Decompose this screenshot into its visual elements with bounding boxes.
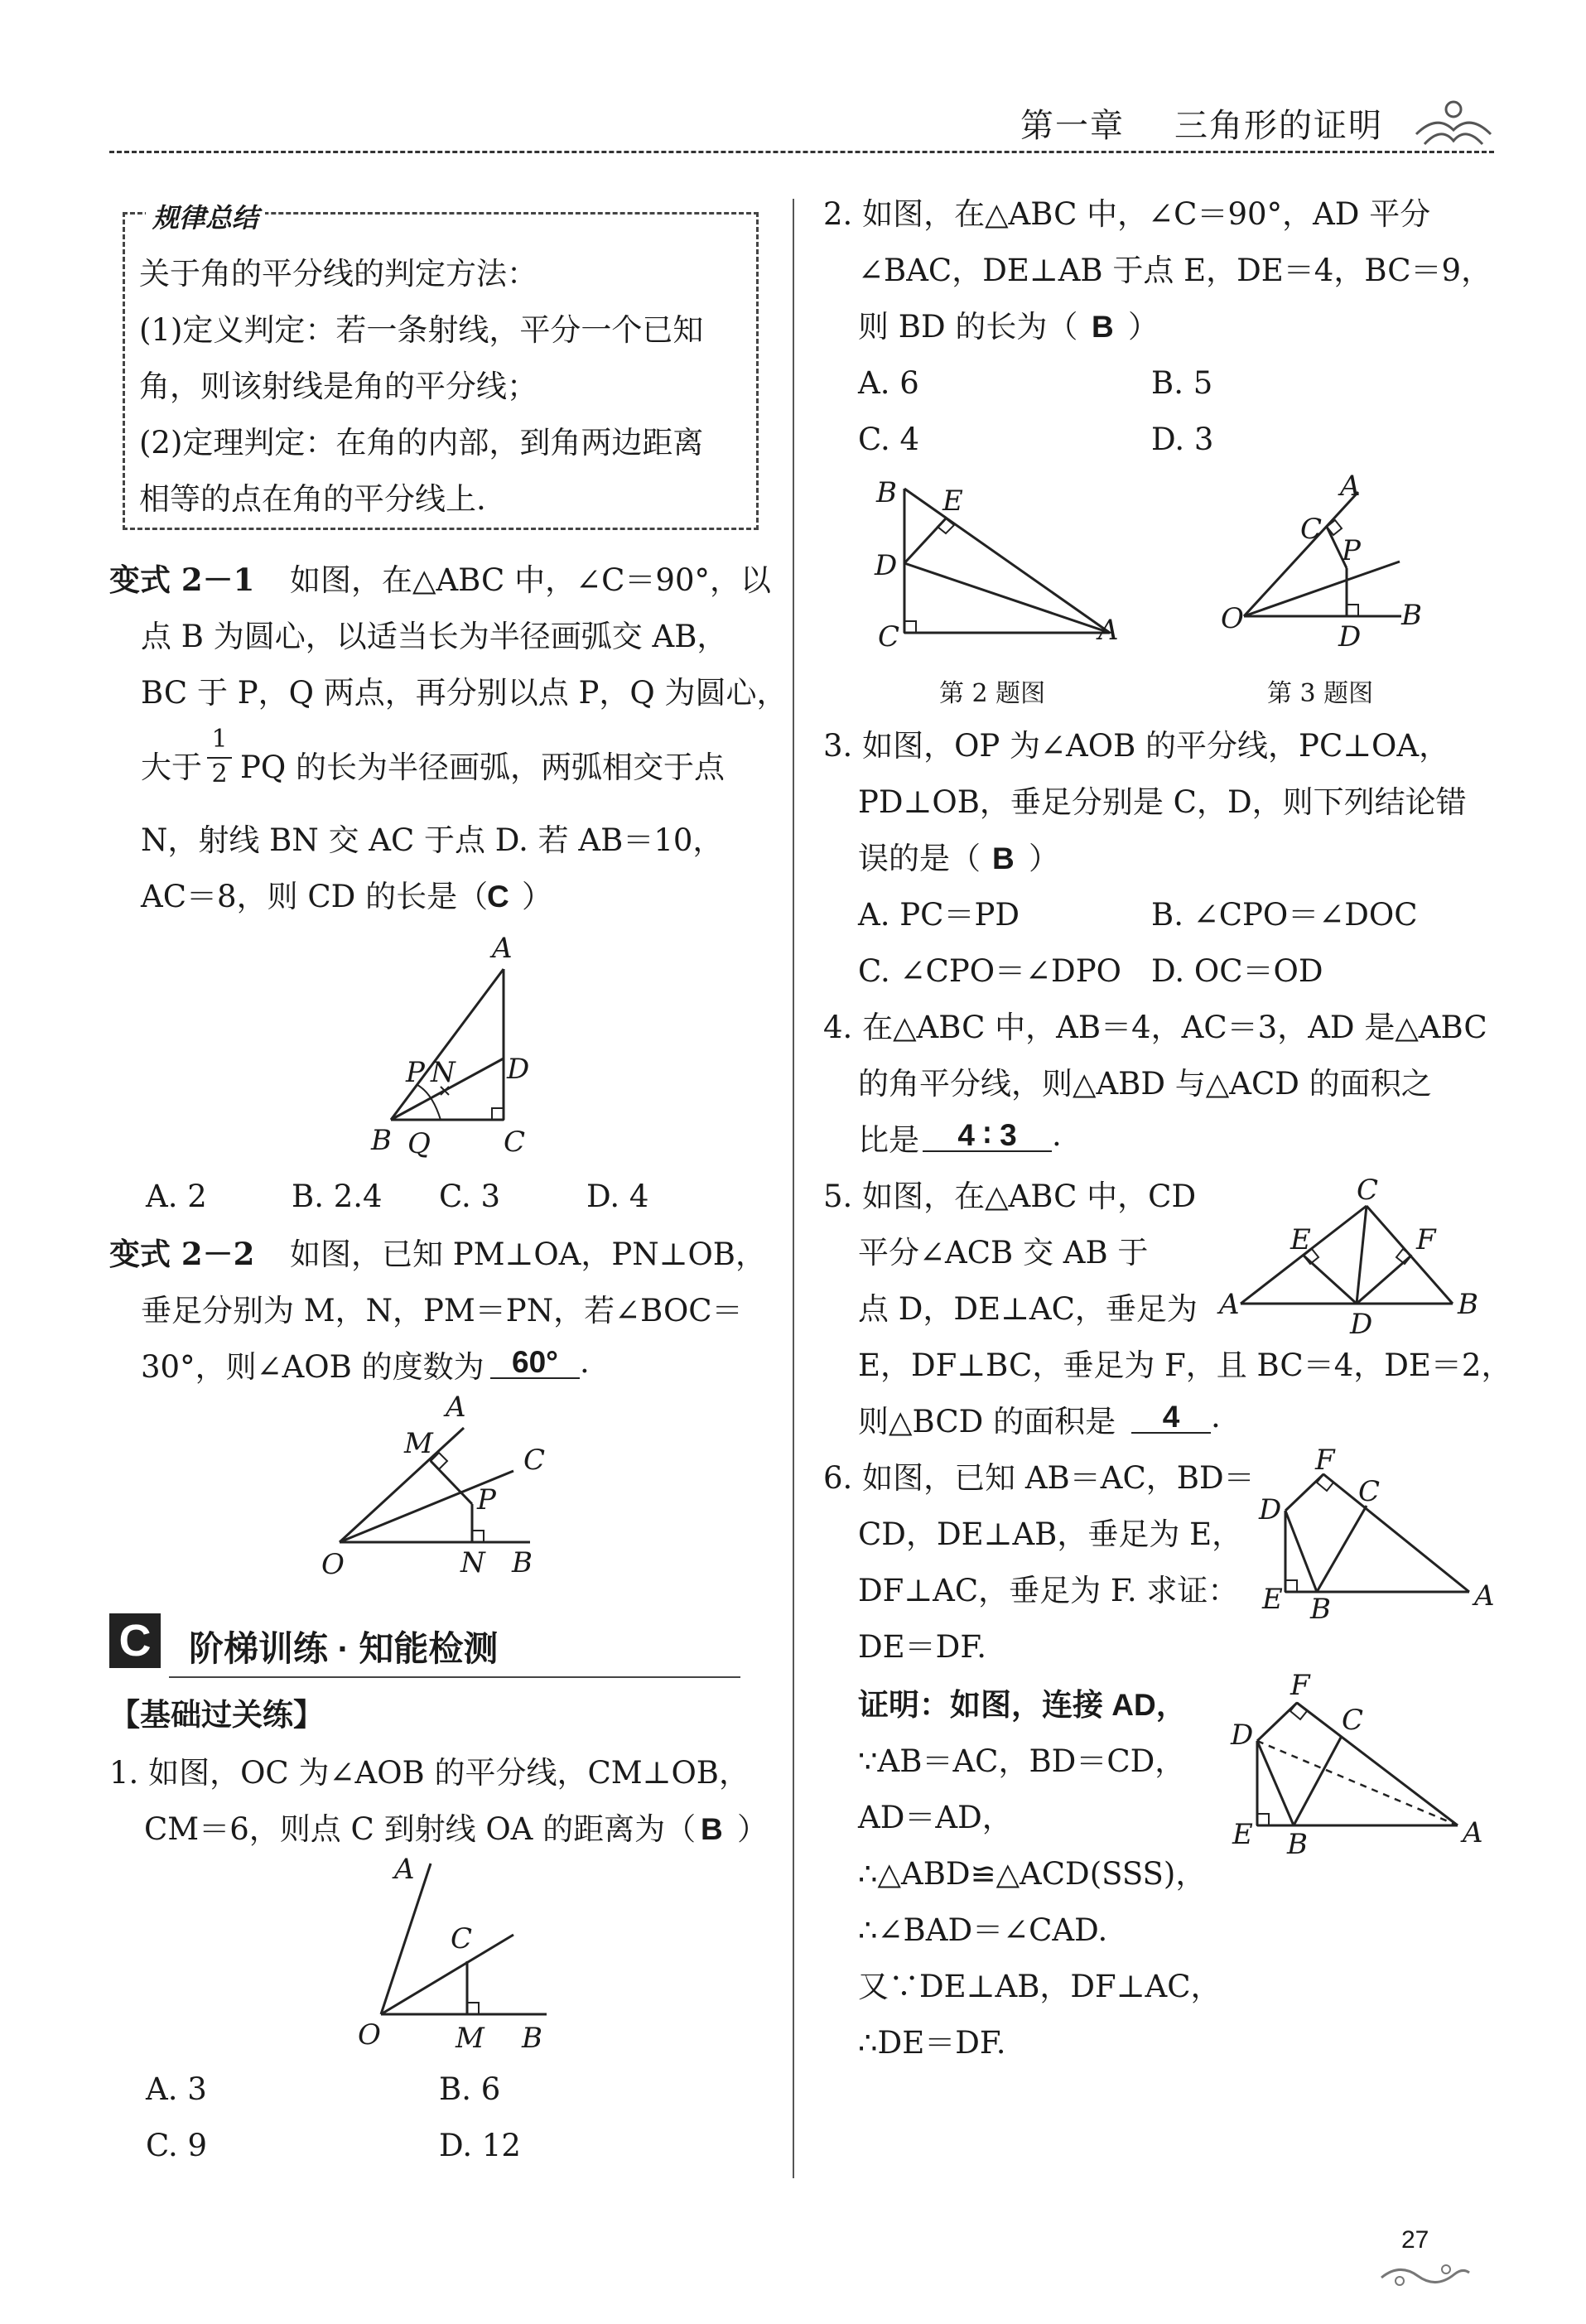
label: P bbox=[406, 1056, 425, 1089]
option: B. ∠CPO＝∠DOC bbox=[1151, 897, 1418, 933]
label: A bbox=[1474, 1579, 1495, 1613]
q6-proof-label: 证明：如图，连接 AD， bbox=[858, 1688, 1187, 1722]
q6-line: DF⊥AC，垂足为 F. 求证： bbox=[858, 1573, 1239, 1608]
label: B bbox=[522, 2022, 542, 2055]
option: B. 5 bbox=[1151, 365, 1213, 401]
label: E bbox=[1262, 1583, 1283, 1616]
variant-2-1-figure bbox=[364, 928, 563, 1176]
label: E bbox=[1232, 1818, 1253, 1851]
q2-caption: 第 2 题图 bbox=[939, 679, 1046, 708]
q6-line: DE＝DF. bbox=[858, 1629, 987, 1665]
label: M bbox=[404, 1427, 433, 1460]
option: B. 6 bbox=[439, 2071, 501, 2107]
rule-summary-title: 规律总结 bbox=[146, 197, 265, 235]
label: O bbox=[358, 2018, 381, 2052]
q4-line: 比是 bbox=[858, 1122, 919, 1158]
label: C bbox=[1300, 513, 1323, 546]
q5-line: 则△BCD 的面积是 bbox=[858, 1404, 1116, 1439]
q6-proof-line: AD＝AD， bbox=[858, 1800, 1013, 1835]
q1-close: ） bbox=[737, 1811, 768, 1847]
q6-proof-line: ∵AB＝AC，BD＝CD， bbox=[858, 1743, 1186, 1779]
q2-line: 则 BD 的长为（ bbox=[858, 309, 1078, 345]
label: B bbox=[1310, 1593, 1331, 1626]
option: C. 4 bbox=[858, 422, 920, 457]
rule-line: 相等的点在角的平分线上. bbox=[139, 481, 486, 517]
label: D bbox=[1259, 1493, 1282, 1526]
label: C bbox=[523, 1444, 546, 1477]
label: C bbox=[878, 620, 900, 653]
q2-answer: B bbox=[1092, 310, 1114, 344]
q4-answer: 4 ∶ 3 bbox=[923, 1120, 1052, 1152]
variant-2-2-answer: 60° bbox=[490, 1347, 580, 1379]
label: A bbox=[1340, 470, 1361, 503]
variant-2-1-line: 如图，在△ABC 中，∠C＝90°，以 bbox=[290, 562, 772, 598]
label: A bbox=[394, 1853, 415, 1886]
fraction-bar bbox=[207, 757, 232, 759]
q6-line: CD，DE⊥AB，垂足为 E， bbox=[858, 1516, 1243, 1552]
label: E bbox=[1290, 1223, 1311, 1256]
label: O bbox=[321, 1548, 345, 1581]
q5-line: 5. 如图，在△ABC 中，CD bbox=[823, 1179, 1197, 1214]
q4-line: 4. 在△ABC 中，AB＝4，AC＝3，AD 是△ABC bbox=[823, 1010, 1487, 1045]
label: A bbox=[446, 1391, 466, 1424]
header-divider bbox=[109, 151, 1494, 153]
q6-proof-figure bbox=[1217, 1669, 1483, 1861]
q6-proof-line: 又∵DE⊥AB，DF⊥AC， bbox=[858, 1969, 1222, 2004]
variant-2-2-line: 如图，已知 PM⊥OA，PN⊥OB， bbox=[290, 1237, 766, 1272]
basic-practice-label: 【基础过关练】 bbox=[109, 1698, 324, 1732]
q2-line: ∠BAC，DE⊥AB 于点 E，DE＝4，BC＝9， bbox=[858, 253, 1492, 288]
label: C bbox=[451, 1922, 473, 1955]
label: F bbox=[1416, 1223, 1436, 1256]
option: A. 3 bbox=[146, 2071, 207, 2107]
label: D bbox=[507, 1053, 530, 1086]
option: C. ∠CPO＝∠DPO bbox=[858, 953, 1121, 989]
label: D bbox=[875, 549, 898, 582]
fraction-numerator: 1 bbox=[211, 725, 228, 754]
variant-2-1-line: 点 B 为圆心，以适当长为半径画弧交 AB， bbox=[141, 619, 728, 654]
q6-proof-line: ∴∠BAD＝∠CAD. bbox=[858, 1912, 1108, 1948]
option: C. 9 bbox=[146, 2128, 208, 2163]
header-ornament-icon bbox=[1408, 93, 1499, 151]
q5-figure bbox=[1217, 1171, 1482, 1341]
q1-line: 1. 如图，OC 为∠AOB 的平分线，CM⊥OB， bbox=[109, 1755, 750, 1791]
variant-2-1-line: AC＝8，则 CD 的长是（ bbox=[141, 879, 489, 914]
variant-2-1-line: PQ 的长为半径画弧，两弧相交于点 bbox=[240, 750, 725, 785]
page-number: 27 bbox=[1401, 2226, 1429, 2254]
label: D bbox=[1338, 620, 1362, 653]
q6-proof-line: ∴DE＝DF. bbox=[858, 2025, 1006, 2061]
variant-2-2-line: 30°，则∠AOB 的度数为 bbox=[141, 1349, 484, 1385]
rule-line: 关于角的平分线的判定方法： bbox=[139, 256, 538, 292]
q1-line: CM＝6，则点 C 到射线 OA 的距离为（ bbox=[144, 1811, 697, 1847]
label: F bbox=[1315, 1444, 1335, 1477]
q6-proof-line: ∴△ABD≌△ACD(SSS)， bbox=[858, 1856, 1207, 1892]
label: N bbox=[460, 1546, 485, 1579]
label: O bbox=[1221, 602, 1244, 635]
variant-2-1-line: BC 于 P，Q 两点，再分别以点 P，Q 为圆心， bbox=[141, 675, 788, 711]
chapter-label: 第一章 bbox=[1020, 107, 1125, 145]
label: M bbox=[456, 2022, 484, 2055]
section-badge: C bbox=[109, 1613, 161, 1668]
q4-line: 的角平分线，则△ABD 与△ACD 的面积之 bbox=[858, 1066, 1432, 1102]
label: C bbox=[1342, 1704, 1364, 1737]
option: A. PC＝PD bbox=[858, 897, 1020, 933]
q2-figure bbox=[870, 469, 1135, 651]
label: B bbox=[1401, 599, 1422, 632]
variant-2-1-label: 变式 2－1 bbox=[109, 562, 255, 598]
option: A. 6 bbox=[858, 365, 919, 401]
option: D. 12 bbox=[439, 2128, 521, 2163]
option: D. 4 bbox=[586, 1179, 649, 1214]
label: C bbox=[1358, 1475, 1381, 1508]
label: B bbox=[512, 1546, 533, 1579]
label: A bbox=[1219, 1288, 1240, 1321]
section-underline bbox=[169, 1676, 740, 1678]
chapter-title: 三角形的证明 bbox=[1174, 107, 1383, 145]
q1-answer: B bbox=[701, 1812, 723, 1846]
q2-close: ） bbox=[1128, 309, 1159, 345]
q5-line: E，DF⊥BC，垂足为 F，且 BC＝4，DE＝2， bbox=[858, 1348, 1512, 1383]
fraction-denominator: 2 bbox=[211, 759, 228, 788]
variant-2-2-figure bbox=[306, 1391, 555, 1582]
label: A bbox=[492, 932, 513, 965]
period: . bbox=[580, 1344, 590, 1380]
label: F bbox=[1290, 1669, 1310, 1702]
label: B bbox=[371, 1124, 392, 1157]
q6-figure bbox=[1251, 1444, 1495, 1626]
section-title: 阶梯训练 · 知能检测 bbox=[189, 1629, 499, 1668]
q6-line: 6. 如图，已知 AB＝AC，BD＝ bbox=[823, 1460, 1255, 1496]
q3-line: PD⊥OB，垂足分别是 C，D，则下列结论错 bbox=[858, 784, 1467, 820]
rule-line: (2)定理判定：在角的内部，到角两边距离 bbox=[139, 425, 704, 460]
label: C bbox=[1357, 1174, 1379, 1207]
q3-caption: 第 3 题图 bbox=[1267, 679, 1374, 708]
variant-2-1-line: N，射线 BN 交 AC 于点 D. 若 AB＝10， bbox=[141, 822, 724, 858]
q3-answer: B bbox=[992, 841, 1015, 875]
period: . bbox=[1052, 1117, 1062, 1153]
q3-close: ） bbox=[1029, 841, 1059, 876]
label: C bbox=[504, 1126, 526, 1159]
option: D. 3 bbox=[1151, 422, 1214, 457]
label: A bbox=[1463, 1816, 1483, 1849]
label: B bbox=[876, 476, 897, 509]
option: B. 2.4 bbox=[292, 1179, 383, 1214]
q1-figure bbox=[348, 1852, 571, 2055]
rule-line: 角，则该射线是角的平分线； bbox=[139, 369, 538, 404]
q5-answer: 4 bbox=[1131, 1401, 1211, 1434]
label: P bbox=[477, 1483, 496, 1516]
option: A. 2 bbox=[146, 1179, 207, 1214]
label: Q bbox=[407, 1127, 431, 1160]
column-divider bbox=[793, 199, 794, 2178]
variant-2-2-label: 变式 2－2 bbox=[109, 1236, 255, 1272]
q5-line: 平分∠ACB 交 AB 于 bbox=[858, 1235, 1149, 1270]
period: . bbox=[1211, 1399, 1221, 1434]
label: B bbox=[1287, 1828, 1308, 1861]
q3-line: 误的是（ bbox=[858, 841, 981, 876]
variant-2-1-close: ） bbox=[522, 879, 552, 914]
q3-line: 3. 如图，OP 为∠AOB 的平分线，PC⊥OA， bbox=[823, 728, 1450, 764]
option: C. 3 bbox=[439, 1179, 501, 1214]
label: B bbox=[1458, 1288, 1478, 1321]
label: P bbox=[1342, 534, 1361, 567]
label: E bbox=[942, 485, 963, 518]
q2-line: 2. 如图，在△ABC 中，∠C＝90°，AD 平分 bbox=[823, 196, 1431, 232]
variant-2-1-answer: C bbox=[487, 880, 509, 914]
rule-line: (1)定义判定：若一条射线，平分一个已知 bbox=[139, 312, 704, 348]
label: N bbox=[431, 1056, 456, 1089]
variant-2-2-line: 垂足分别为 M，N，PM＝PN，若∠BOC＝ bbox=[141, 1293, 743, 1328]
label: D bbox=[1231, 1719, 1254, 1752]
q3-figure bbox=[1209, 469, 1458, 651]
q5-line: 点 D，DE⊥AC，垂足为 bbox=[858, 1291, 1198, 1327]
option: D. OC＝OD bbox=[1151, 953, 1323, 989]
footer-ornament-icon bbox=[1375, 2259, 1474, 2293]
label: A bbox=[1098, 614, 1119, 647]
variant-2-1-line: 大于 bbox=[141, 750, 202, 785]
label: D bbox=[1350, 1308, 1373, 1341]
